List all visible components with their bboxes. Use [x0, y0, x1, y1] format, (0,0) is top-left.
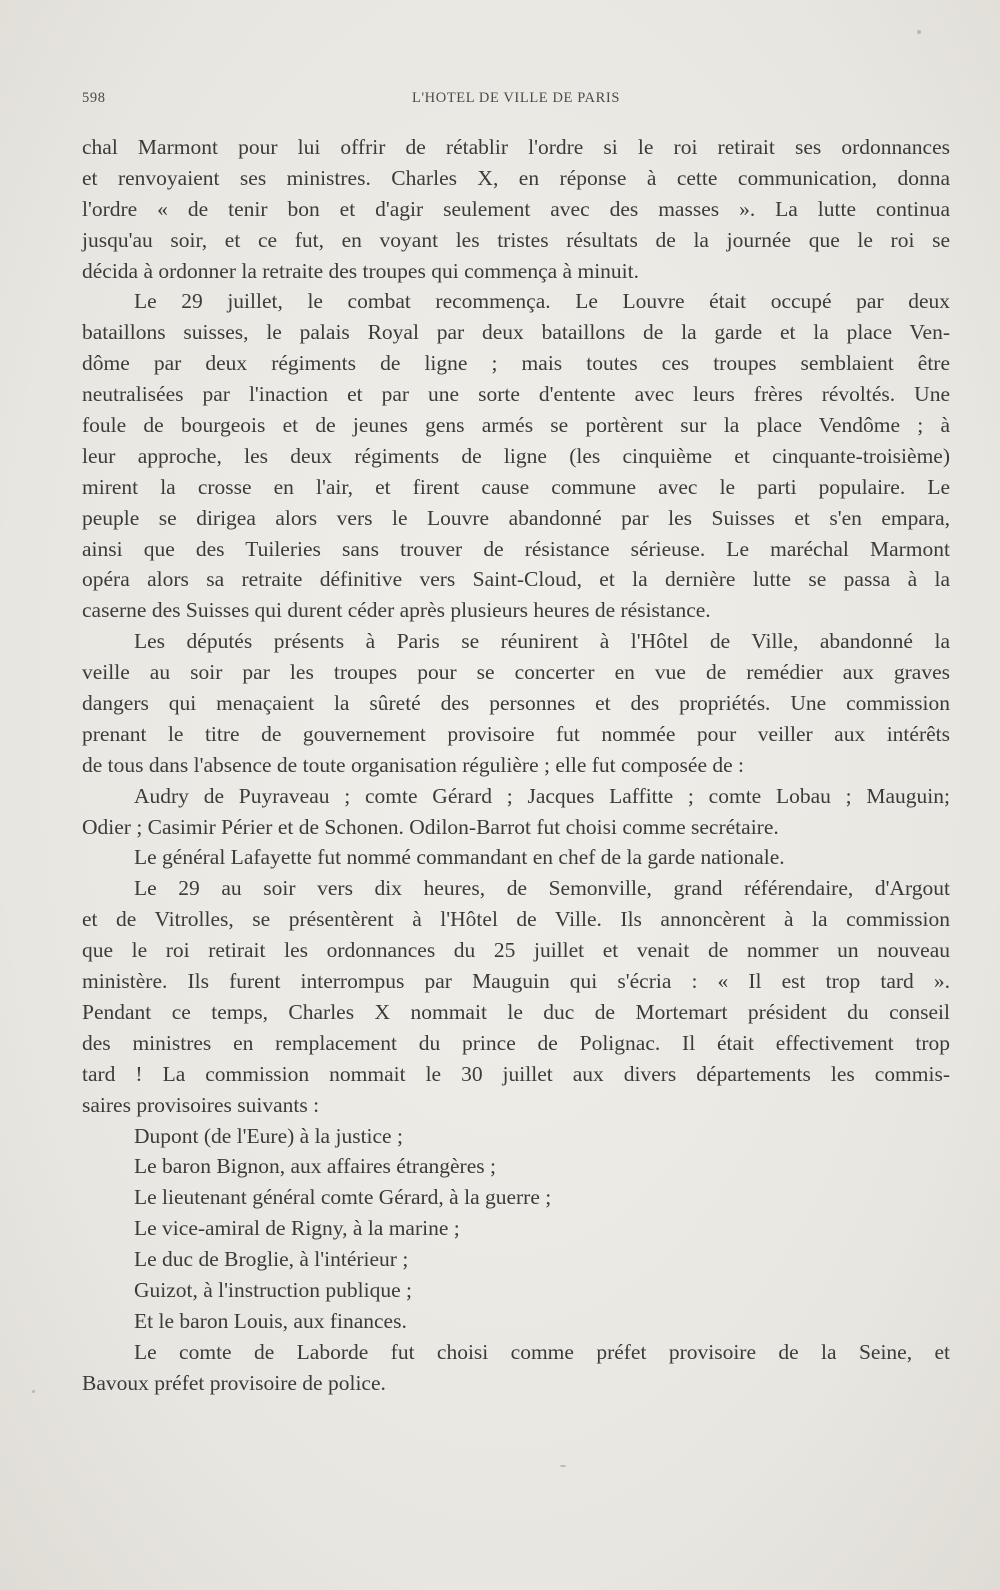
text-line: neutralisées par l'inaction et par une sorte d'entente avec leurs frères révoltés. Une: [82, 382, 950, 407]
text-line: Le baron Bignon, aux affaires étrangères ;: [134, 1154, 496, 1179]
text-line: mirent la crosse en l'air, et firent cause commune avec le parti populaire. Le: [82, 474, 950, 499]
text-line: l'ordre « de tenir bon et d'agir seulement avec des masses ». La lutte continua: [82, 196, 950, 221]
text-line: chal Marmont pour lui offrir de rétablir l'ordre si le roi retirait ses ordonnances: [82, 135, 950, 159]
text-line: de tous dans l'absence de toute organisation régulière ; elle fut composée de :: [82, 752, 744, 777]
text-line: des ministres en remplacement du prince de Polignac. Il était effectivement trop: [82, 1030, 950, 1055]
page-header: [82, 90, 950, 112]
text-line: Audry de Puyraveau ; comte Gérard ; Jacques Laffitte ; comte Lobau ; Mauguin;: [134, 783, 950, 808]
text-line: et renvoyaient ses ministres. Charles X, en réponse à cette communication, donna: [82, 165, 950, 190]
paper-speck: [917, 30, 921, 34]
text-line: Le vice-amiral de Rigny, à la marine ;: [134, 1216, 460, 1241]
text-line: peuple se dirigea alors vers le Louvre abandonné par les Suisses et s'en empara,: [82, 505, 950, 530]
paper-speck: [560, 1465, 566, 1467]
text-line: Le 29 juillet, le combat recommença. Le Louvre était occupé par deux: [134, 289, 950, 314]
text-line: Bavoux préfet provisoire de police.: [82, 1370, 386, 1395]
text-line: Les députés présents à Paris se réunirent à l'Hôtel de Ville, abandonné la: [134, 629, 950, 654]
text-line: dangers qui menaçaient la sûreté des personnes et des propriétés. Une commission: [82, 691, 950, 716]
text-line: veille au soir par les troupes pour se concerter en vue de remédier aux graves: [82, 660, 950, 685]
text-line: foule de bourgeois et de jeunes gens armés se portèrent sur la place Vendôme ; à: [82, 413, 950, 438]
text-line: opéra alors sa retraite définitive vers Saint-Cloud, et la dernière lutte se passa à la: [82, 567, 950, 592]
text-line: leur approche, les deux régiments de ligne (les cinquième et cinquante-troisième): [82, 443, 950, 468]
paper-speck: [32, 1390, 35, 1393]
text-line: Le duc de Broglie, à l'intérieur ;: [134, 1247, 409, 1272]
text-line: saires provisoires suivants :: [82, 1092, 320, 1117]
text-line: dôme par deux régiments de ligne ; mais toutes ces troupes semblaient être: [82, 351, 950, 376]
text-line: Dupont (de l'Eure) à la justice ;: [134, 1123, 403, 1148]
page-number: 598: [82, 90, 106, 106]
body-text: [82, 132, 950, 1399]
text-line: Le comte de Laborde fut choisi comme préfet provisoire de la Seine, et: [134, 1339, 950, 1364]
text-line: Et le baron Louis, aux finances.: [134, 1308, 407, 1333]
text-line: bataillons suisses, le palais Royal par deux bataillons de la garde et la place Ven-: [82, 320, 950, 345]
text-line: tard ! La commission nommait le 30 juillet aux divers départements les commis-: [82, 1061, 950, 1086]
text-line: Le 29 au soir vers dix heures, de Semonville, grand référendaire, d'Argout: [134, 876, 950, 901]
text-line: Guizot, à l'instruction publique ;: [134, 1277, 412, 1302]
text-line: Odier ; Casimir Périer et de Schonen. Odilon-Barrot fut choisi comme secrétaire.: [82, 814, 779, 839]
text-line: Pendant ce temps, Charles X nommait le duc de Mortemart président du conseil: [82, 999, 950, 1024]
text-line: jusqu'au soir, et ce fut, en voyant les tristes résultats de la journée que le roi se: [82, 227, 950, 252]
text-line: que le roi retirait les ordonnances du 25 juillet et venait de nommer un nouveau: [82, 938, 950, 963]
text-line: Le général Lafayette fut nommé commandant en chef de la garde nationale.: [134, 845, 785, 870]
text-line: prenant le titre de gouvernement provisoire fut nommée pour veiller aux intérêts: [82, 721, 950, 746]
text-line: Le lieutenant général comte Gérard, à la guerre ;: [134, 1185, 552, 1210]
text-line: et de Vitrolles, se présentèrent à l'Hôtel de Ville. Ils annoncèrent à la commission: [82, 907, 950, 932]
running-title: L'HOTEL DE VILLE DE PARIS: [412, 90, 620, 106]
text-line: ministère. Ils furent interrompus par Mauguin qui s'écria : « Il est trop tard ».: [82, 969, 950, 994]
text-line: caserne des Suisses qui durent céder après plusieurs heures de résistance.: [82, 598, 711, 623]
text-line: décida à ordonner la retraite des troupes qui commença à minuit.: [82, 258, 639, 283]
text-line: ainsi que des Tuileries sans trouver de résistance sérieuse. Le maréchal Marmont: [82, 536, 950, 561]
